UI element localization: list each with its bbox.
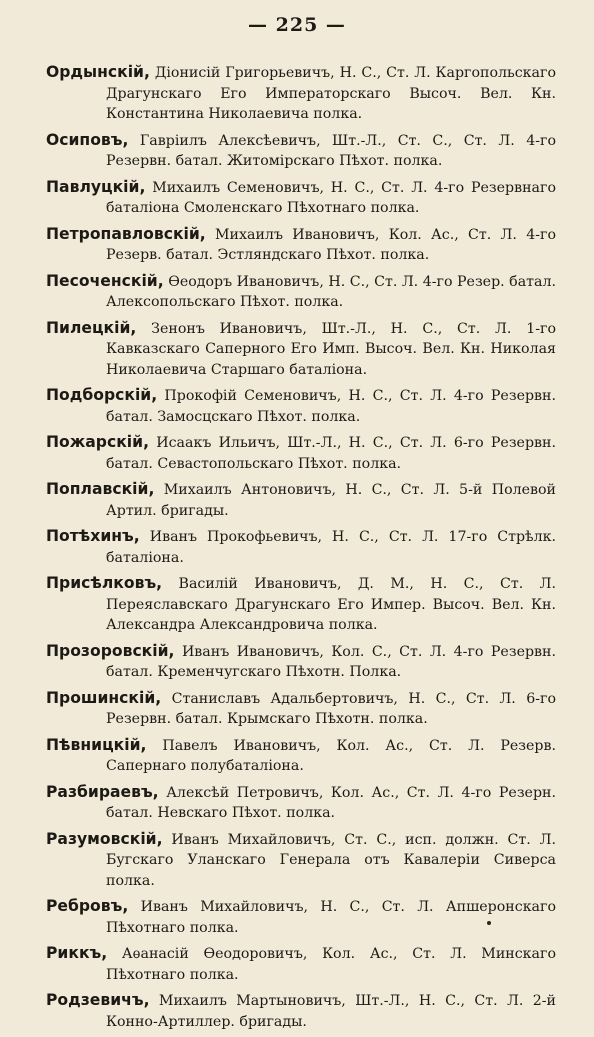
list-item xyxy=(46,688,556,730)
list-item xyxy=(46,735,556,777)
entry-surname: Потѣхинъ, xyxy=(46,527,140,545)
entry-surname: Присѣлковъ, xyxy=(46,574,163,592)
list-item xyxy=(46,829,556,892)
entry-surname: Поплавскій, xyxy=(46,480,155,498)
list-item xyxy=(46,130,556,172)
list-item xyxy=(46,177,556,219)
list-item xyxy=(46,782,556,824)
list-item xyxy=(46,896,556,938)
entry-text: Михаилъ Антоновичъ, Н. С., Ст. Л. 5-й Полевой Артил. бригады. xyxy=(106,482,556,519)
entry-text: Ѳеодоръ Ивановичъ, Н. С., Ст. Л. 4-го Резер. батал. Алексопольскаго Пѣхот. полка. xyxy=(106,273,557,310)
printer-mark-dot xyxy=(487,921,491,925)
entry-surname: Пѣвницкій, xyxy=(46,735,147,754)
entry-surname: Пилецкій, xyxy=(46,318,137,337)
entry-surname: Ордынскій, xyxy=(46,63,150,81)
entry-surname: Прозоровскій, xyxy=(46,641,175,660)
entry-text: Михаилъ Мартыновичъ, Шт.-Л., Н. С., Ст. Л. 2-й Конно-Артиллер. бригады. xyxy=(106,993,556,1030)
list-item xyxy=(46,385,556,427)
entry-text: Діонисій Григорьевичъ, Н. С., Ст. Л. Каргопольскаго Драгунскаго Его Императорскаго Высоч. Вел. Кн. Константина Николаевича полка. xyxy=(106,65,556,122)
entry-surname: Разумовскій, xyxy=(46,829,163,848)
entry-text: Иванъ Прокофьевичъ, Н. С., Ст. Л. 17-го Стрѣлк. баталіона. xyxy=(106,529,557,566)
entry-text: Исаакъ Ильичъ, Шт.-Л., Н. С., Ст. Л. 6-го Резервн. батал. Севастопольскаго Пѣхот. полка. xyxy=(106,435,556,472)
entry-surname: Разбираевъ, xyxy=(46,782,159,801)
entry-surname: Подборскій, xyxy=(46,386,158,404)
entry-surname: Пожарскій, xyxy=(46,433,149,451)
entry-surname: Осиповъ, xyxy=(46,130,129,149)
entry-text: Михаилъ Семеновичъ, Н. С., Ст. Л. 4-го Резервнаго баталіона Смоленскаго Пѣхотнаго полка. xyxy=(106,179,556,216)
entry-text: Иванъ Михайловичъ, Н. С., Ст. Л. Апшеронскаго Пѣхотнаго полка. xyxy=(106,899,556,936)
entry-text: Алексѣй Петровичъ, Кол. Ас., Ст. Л. 4-го Резерн. батал. Невскаго Пѣхот. полка. xyxy=(106,784,556,821)
list-item xyxy=(46,224,556,266)
entry-surname: Ребровъ, xyxy=(46,897,129,915)
list-item xyxy=(46,271,556,313)
entry-text: Иванъ Михайловичъ, Ст. С., исп. должн. Ст. Л. Бугскаго Уланскаго Генерала отъ Кавалеріи Сиверса полка. xyxy=(106,831,557,889)
list-item xyxy=(46,990,556,1032)
entry-text: Михаилъ Ивановичъ, Кол. Ас., Ст. Л. 4-го Резерв. батал. Эстляндскаго Пѣхот. полка. xyxy=(106,226,556,263)
entry-text: Аѳанасій Ѳеодоровичъ, Кол. Ас., Ст. Л. Минскаго Пѣхотнаго полка. xyxy=(106,946,556,983)
list-item xyxy=(46,526,556,568)
entry-list xyxy=(46,62,556,1037)
entry-surname: Песоченскій, xyxy=(46,271,164,290)
list-item xyxy=(46,943,556,985)
page-number: — 225 — xyxy=(248,14,346,36)
entry-text: Прокофій Семеновичъ, Н. С., Ст. Л. 4-го Резервн. батал. Замосцскаго Пѣхот. полка. xyxy=(106,388,556,425)
entry-surname: Риккъ, xyxy=(46,944,108,962)
list-item xyxy=(46,641,556,683)
list-item xyxy=(46,318,556,381)
entry-surname: Родзевичъ, xyxy=(46,991,150,1009)
list-item xyxy=(46,479,556,521)
entry-surname: Прошинскій, xyxy=(46,688,162,707)
entry-text: Станиславъ Адальбертовичъ, Н. С., Ст. Л. 6-го Резервн. батал. Крымскаго Пѣхотн. полка. xyxy=(106,690,556,727)
entry-text: Павелъ Ивановичъ, Кол. Ас., Ст. Л. Резерв. Сапернаго полубаталіона. xyxy=(106,737,556,774)
list-item xyxy=(46,573,556,636)
list-item xyxy=(46,432,556,474)
entry-surname: Павлуцкій, xyxy=(46,177,146,196)
entry-text: Зенонъ Ивановичъ, Шт.-Л., Н. С., Ст. Л. 1-го Кавказскаго Саперного Его Имп. Высоч. Вел. Кн. Николая Николаевича Старшаго баталіона. xyxy=(106,320,556,378)
entry-text: Иванъ Ивановичъ, Кол. С., Ст. Л. 4-го Резервн. батал. Кременчугскаго Пѣхотн. Полка. xyxy=(106,643,557,680)
entry-surname: Петропавловскій, xyxy=(46,224,206,243)
entry-text: Василій Ивановичъ, Д. М., Н. С., Ст. Л. Переяславскаго Драгунскаго Его Импер. Высоч. Вел. Кн. Александра Александровича полка. xyxy=(106,576,557,633)
list-item xyxy=(46,62,556,125)
entry-text: Гавріилъ Алексѣевичъ, Шт.-Л., Ст. С., Ст. Л. 4-го Резервн. батал. Житомірскаго Пѣхот. полка. xyxy=(106,132,556,169)
